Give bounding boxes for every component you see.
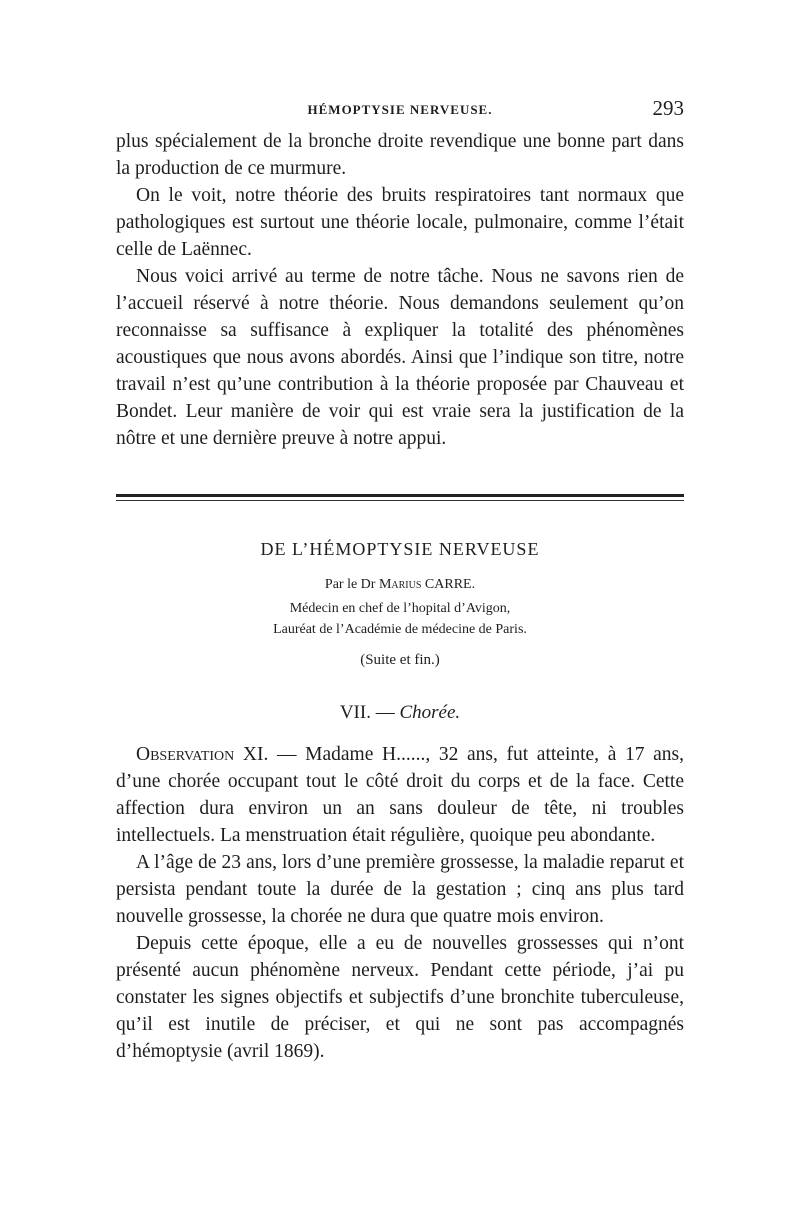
observation-label: Observation XI.: [136, 744, 269, 765]
author-affiliation-hospital: Médecin en chef de l’hopital d’Avigon,: [289, 601, 511, 616]
running-head: [116, 96, 684, 126]
paragraph-theory: On le voit, notre théorie des bruits respiratoires tant normaux que pathologiques est surtout une théorie locale, pulmonaire, comme l’était celle de Laënnec.: [116, 185, 684, 260]
page-number: 293: [652, 96, 684, 120]
byline: [116, 577, 684, 593]
section-number: VII. —: [339, 702, 395, 723]
previous-article-ending: [116, 128, 684, 452]
observation-paragraph-3: Depuis cette époque, elle a eu de nouvelles grossesses qui n’ont présenté aucun phénomène nerveux. Pendant cette période, j’ai pu constater les signes objectifs et subjectifs d’une bronchite tuberculeuse, qu’il est inutile de préciser, et qui ne sont pas accompagnés d’hémoptysie (avril 1869).: [116, 933, 684, 1062]
paragraph-conclusion: Nous voici arrivé au terme de notre tâche. Nous ne savons rien de l’accueil réservé à notre théorie. Nous demandons seulement qu’on reconnaisse sa suffisance à expliquer la totalité des phénomènes acoustiques que nous avons abordés. Ainsi que l’indique son titre, notre travail n’est qu’une contribution à la théorie proposée par Chauveau et Bondet. Leur manière de voir qui est vraie sera la justification de la nôtre et une dernière preuve à notre appui.: [116, 266, 684, 449]
section-title: Chorée.: [399, 702, 461, 723]
article-title: DE L’HÉMOPTYSIE NERVEUSE: [260, 539, 540, 559]
divider-thick-line: [116, 494, 684, 497]
byline-prefix: Par le Dr: [324, 577, 376, 592]
section-divider: [116, 494, 684, 503]
observation-xi: [116, 741, 684, 1065]
observation-text-1: — Madame H......, 32 ans, fut atteinte, à 17 ans, d’une chorée occupant tout le côté droit du corps et de la face. Cette affection dura environ un an sans douleur de tête, ni troubles intellectuels. La menstruation était régulière, quoique peu abondante.: [116, 744, 684, 846]
author-affiliation-academy: Lauréat de l’Académie de médecine de Paris.: [273, 622, 527, 637]
divider-thin-line: [116, 500, 684, 501]
running-title: HÉMOPTYSIE NERVEUSE.: [307, 102, 493, 117]
section-heading: [116, 702, 684, 724]
continuation-note: (Suite et fin.): [360, 652, 440, 668]
observation-paragraph-1: [116, 741, 684, 849]
paragraph-continuation: plus spécialement de la bronche droite revendique une bonne part dans la production de ce murmure.: [116, 131, 684, 179]
observation-paragraph-2: A l’âge de 23 ans, lors d’une première grossesse, la maladie reparut et persista pendant toute la durée de la gestation ; cinq ans plus tard nouvelle grossesse, la chorée ne dura que quatre mois environ.: [116, 852, 684, 927]
author-name: Marius CARRE.: [378, 577, 476, 592]
